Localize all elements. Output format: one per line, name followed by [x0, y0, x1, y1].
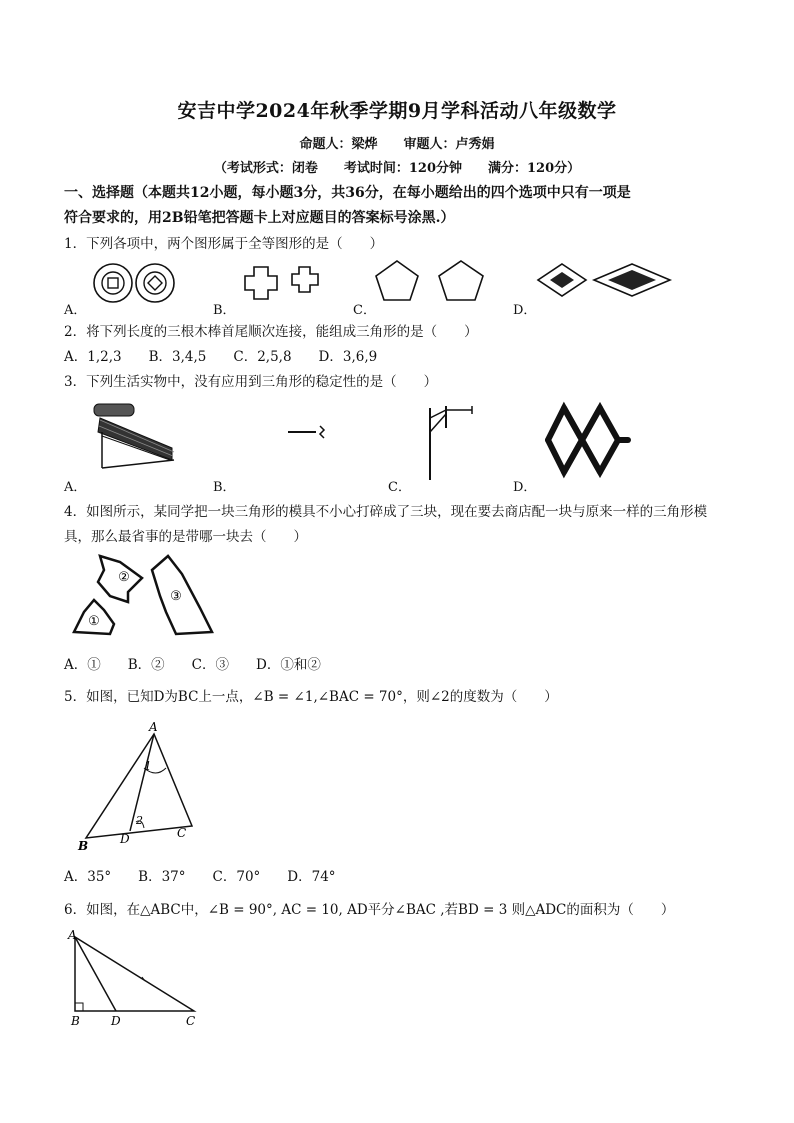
q3-label-b: B． [213, 480, 236, 495]
q4-piece-3 [152, 556, 212, 634]
q1-figure-b [240, 264, 330, 314]
q5-label-angle2: 2 [136, 814, 143, 827]
q3-label-a: A． [64, 480, 87, 495]
q5-stem: 5．如图，已知D为BC上一点，∠B = ∠1,∠BAC = 70°，则∠2的度数为（ ） [64, 689, 558, 705]
q6-figure-right-triangle [64, 925, 214, 1030]
q5-label-d: D [120, 832, 130, 846]
q5-options: A．35° B．37° C．70° D．74° [64, 869, 336, 885]
q1-label-a: A． [64, 303, 87, 318]
q6-label-a: A [68, 928, 77, 942]
q1-figure-d [535, 260, 675, 310]
q4-stem-line1: 4．如图所示，某同学把一块三角形的模具不小心打碎成了三块，现在要去商店配一块与原来一样的三角形模 [64, 504, 708, 520]
q4-stem-line2: 具，那么最省事的是带哪一块去（ ） [64, 529, 307, 545]
q3-figure-c-basketball-hoop [416, 402, 486, 482]
q5-label-angle1: 1 [144, 759, 152, 773]
q4-piece-label-2: ② [118, 570, 130, 585]
exam-info-line: （考试形式：闭卷 考试时间：120分钟 满分：120分） [213, 161, 581, 176]
q1-stem: 1．下列各项中，两个图形属于全等图形的是（ ） [64, 236, 384, 252]
q5-figure-triangle [74, 718, 214, 853]
q6-label-d: D [111, 1014, 121, 1028]
q4-figure-broken-triangle [70, 552, 220, 644]
q1-label-d: D． [513, 303, 537, 318]
q6-label-b: B [71, 1014, 80, 1028]
q3-figure-d-lattice [540, 400, 640, 480]
section-heading-line2: 符合要求的，用2B铅笔把答题卡上对应题目的答案标号涂黑.） [64, 210, 455, 226]
q3-figure-a-water-heater [90, 396, 190, 476]
q3-stem: 3．下列生活实物中，没有应用到三角形的稳定性的是（ ） [64, 374, 438, 390]
q4-piece-label-1: ① [88, 614, 100, 629]
q4-options: A．① B．② C．③ D．①和② [64, 657, 321, 673]
q3-label-d: D． [513, 480, 537, 495]
q5-label-c: C [177, 826, 187, 840]
q3-label-c: C． [388, 480, 411, 495]
q5-label-b: B [78, 839, 89, 853]
q1-label-c: C． [353, 303, 376, 318]
q4-piece-label-3: ③ [170, 589, 182, 604]
q5-label-a: A [149, 720, 158, 734]
q1-label-b: B． [213, 303, 236, 318]
q2-stem: 2．将下列长度的三根木棒首尾顺次连接，能组成三角形的是（ ） [64, 324, 478, 340]
q6-label-c: C [186, 1014, 196, 1028]
section-heading-line1: 一、选择题（本题共12小题，每小题3分，共36分，在每小题给出的四个选项中只有一项是 [64, 185, 631, 201]
q1-figure-c [374, 258, 504, 308]
q3-figure-b-shelf [282, 418, 342, 448]
q1-figure-a [90, 258, 180, 308]
page-title: 安吉中学2024年秋季学期9月学科活动八年级数学 [177, 100, 617, 122]
authors-line: 命题人：梁烨 审题人：卢秀娟 [299, 137, 495, 152]
q2-options: A．1,2,3 B．3,4,5 C．2,5,8 D．3,6,9 [64, 349, 378, 365]
q6-stem: 6．如图，在△ABC中，∠B = 90°, AC = 10, AD平分∠BAC ,若BD = 3 则△ADC的面积为（ ） [64, 902, 675, 918]
